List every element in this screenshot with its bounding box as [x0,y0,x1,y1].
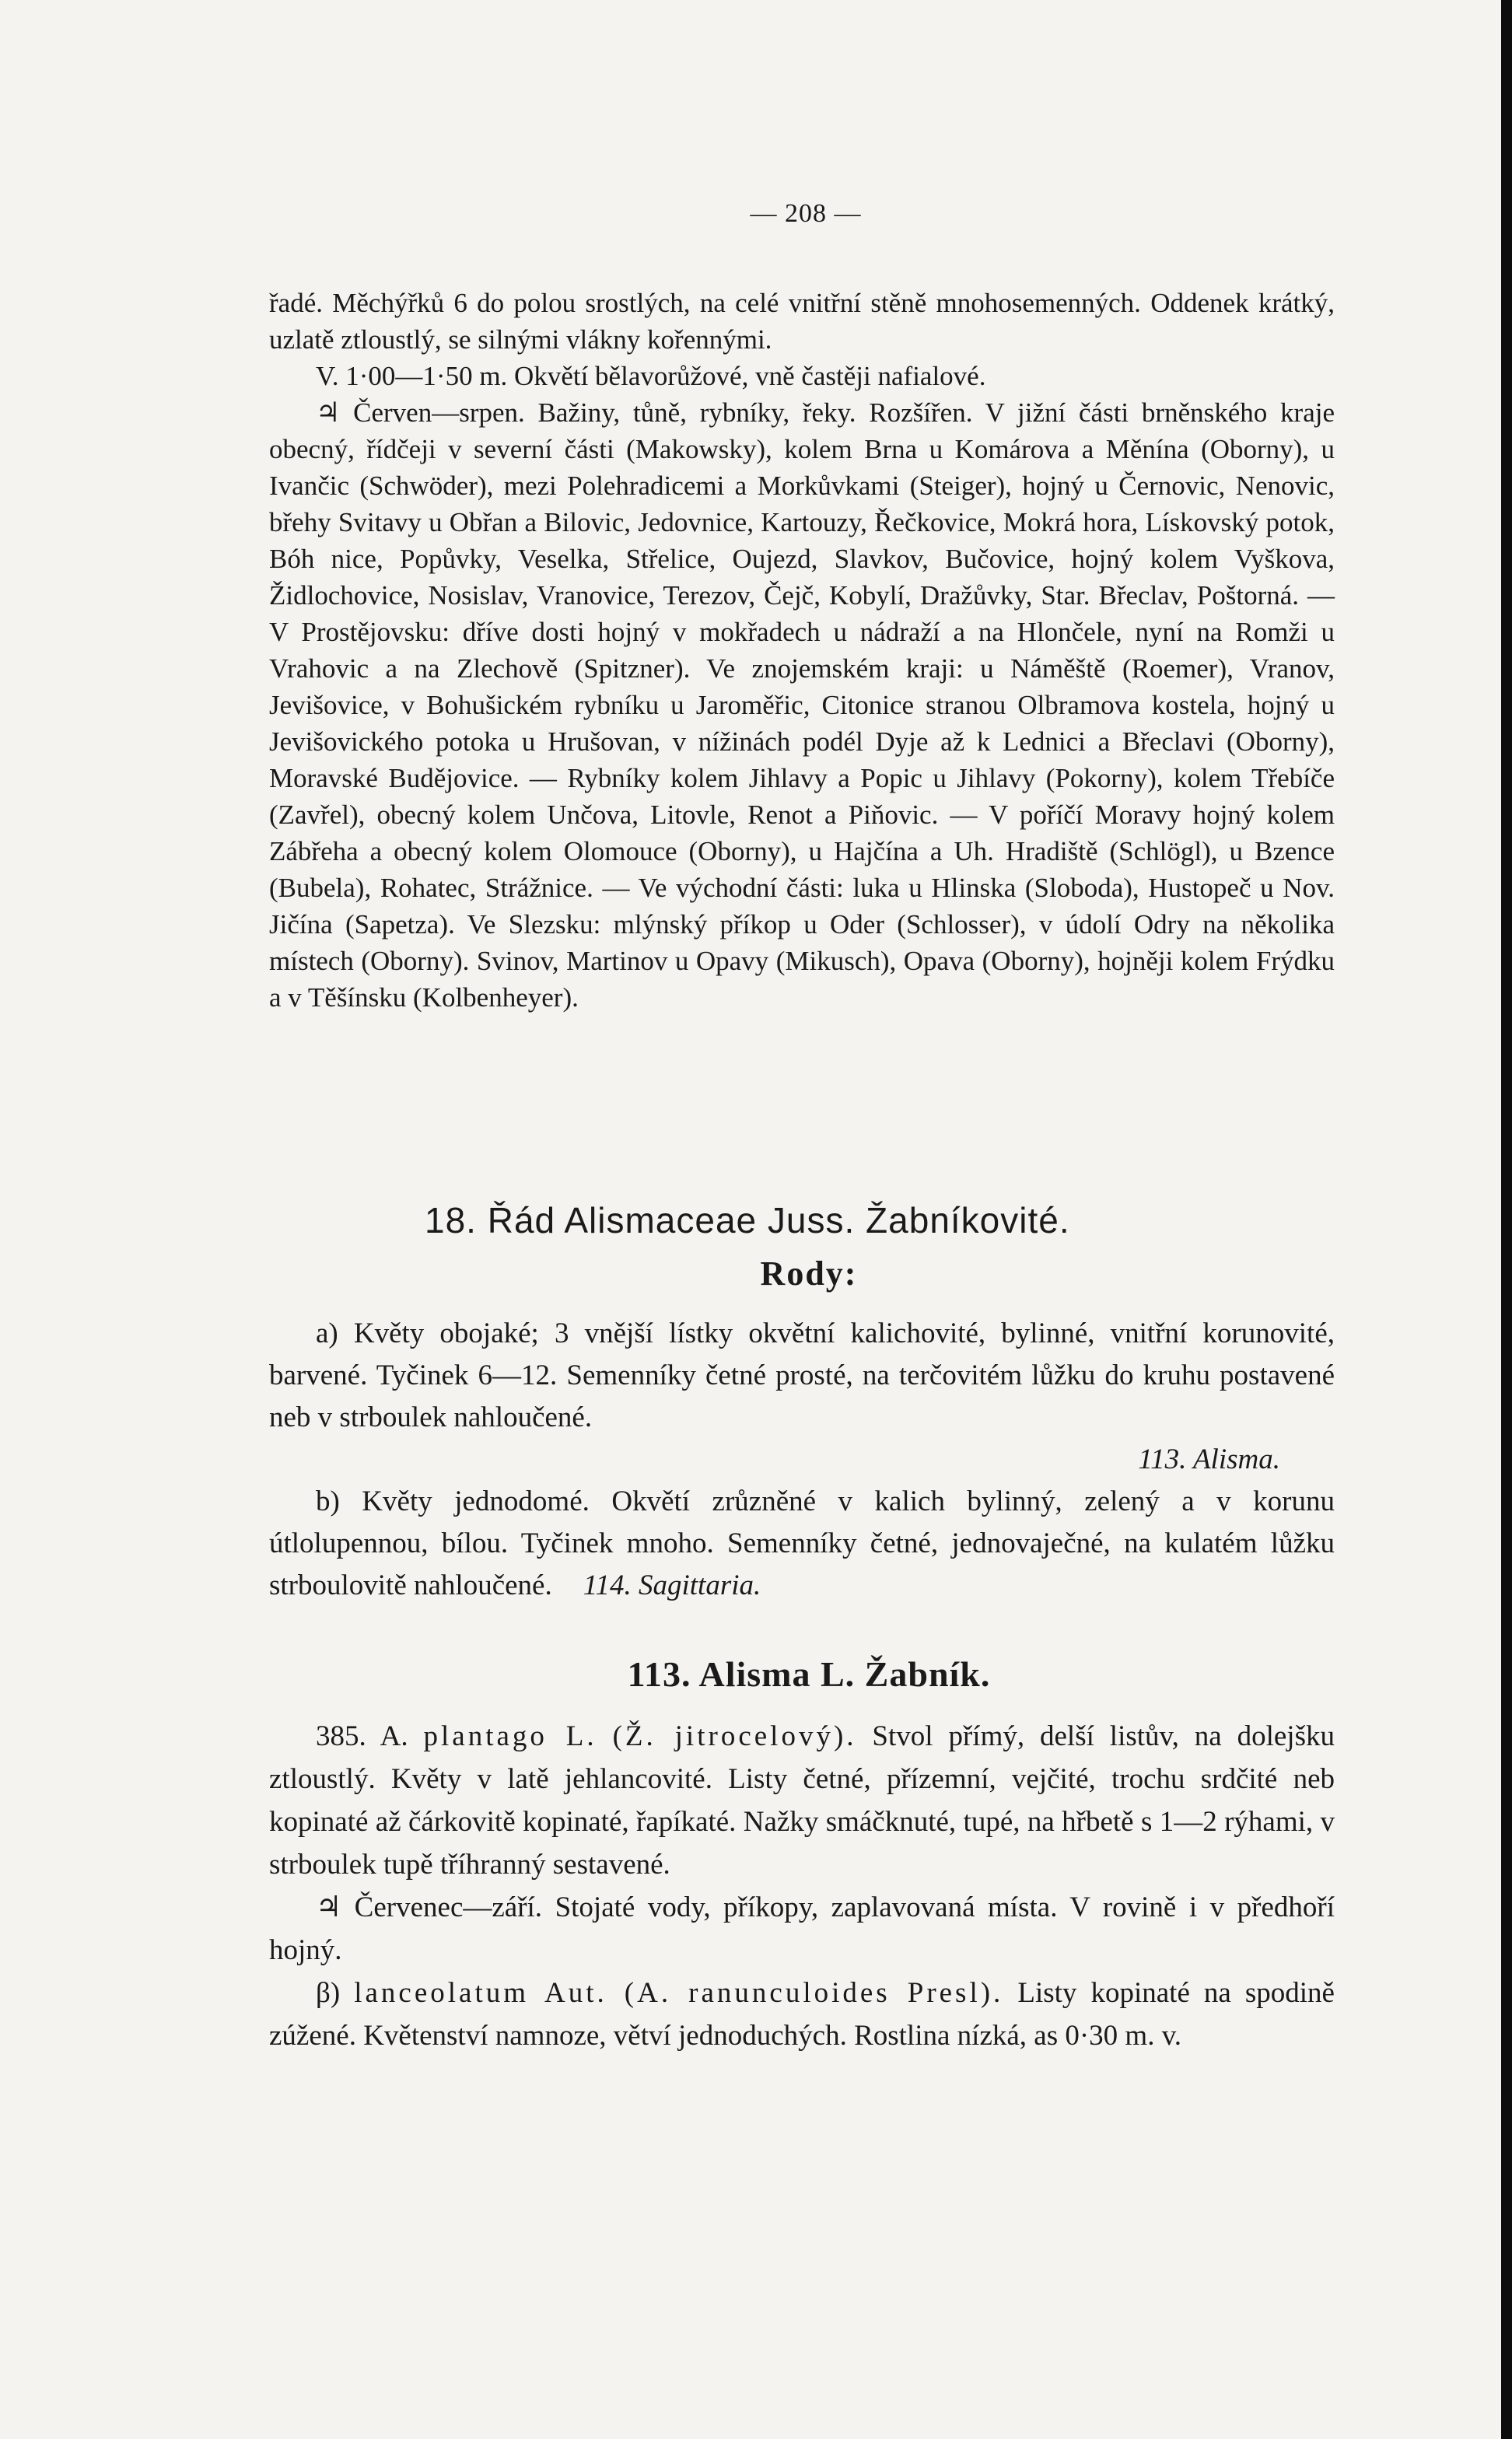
page-number: — 208 — [750,199,862,228]
key-entry-b-ref: 114. Sagittaria. [583,1569,761,1601]
scan-edge [1501,0,1512,2439]
paragraph-height: V. 1·00—1·50 m. Okvětí bělavorůžové, vně častěji nafialové. [316,361,986,391]
variety-name: lanceolatum Aut. (A. ranunculoides Presl). [354,1977,1004,2009]
variety-marker: β) [316,1977,341,2009]
species-czech-name: (Ž. jitrocelový). [612,1720,857,1752]
order-heading: 18. Řád Alismaceae Juss. Žabníkovité. [425,1200,1070,1240]
variety-text: Listy kopinaté na spodině zúžené. Květenství namnoze, větví jednoduchých. Rostlina nízká, as 0·30 m. v. [269,1977,1335,2052]
species-text-block [269,1715,1335,2057]
species-number: 385. A. [316,1720,408,1752]
key-entry-b-text: b) Květy jednodomé. Okvětí zrůzněné v kalich bylinný, zelený a v korunu útlolupennou, bílou. Tyčinek mnoho. Semenníky četné, jednovaječné, na kulatém lůžku strboulovitě nahloučené. [269,1485,1335,1601]
key-entry-a: a) Květy obojaké; 3 vnější lístky okvětní kalichovité, bylinné, vnitřní korunovité, barvené. Tyčinek 6—12. Semenníky četné prosté, na terčovitém lůžku do kruhu postavené neb v strboulek nahloučené. [269,1317,1335,1433]
distribution-text-block [269,285,1335,1016]
paragraph-description-end: řadé. Měchýřků 6 do polou srostlých, na celé vnitřní stěně mnohosemenných. Oddenek krátký, uzlatě ztloustlý, se silnými vlákny kořennými. [269,288,1335,355]
variety-entry [269,1972,1335,2057]
paragraph-distribution: ♃ Červen—srpen. Bažiny, tůně, rybníky, řeky. Rozšířen. V jižní části brněnského kraje obecný, řídčeji v severní části (Makowsky), kolem Brna u Komárova a Měnína (Oborny), u Ivančic (Schwöder), mezi Polehradicemi a Morkůvkami (Steiger), hojný u Černovic, Nenovic, břehy Svitavy u Obřan a Bilovic, Jedovnice, Kartouzy, Řečkovice, Mokrá hora, Lískovský potok, Bóh nice, Popůvky, Veselka, Střelice, Oujezd, Slavkov, Bučovice, hojný kolem Vyškova, Židlochovice, Nosislav, Vranovice, Terezov, Čejč, Kobylí, Dražůvky, Star. Břeclav, Poštorná. — V Prostějovsku: dříve dosti hojný v mokřadech u nádraží a na Hlončele, nyní na Romži u Vrahovic a na Zlechově (Spitzner). Ve znojemském kraji: u Náměště (Roemer), Vranov, Jevišovice, v Bohušickém rybníku u Jaroměřic, Citonice stranou Olbramova kostela, hojný u Jevišovického potoka u Hrušovan, v nížinách podél Dyje až k Lednici a Břeclavi (Oborny), Moravské Budějovice. — Rybníky kolem Jihlavy a Popic u Jihlavy (Pokorny), kolem Třebíče (Zavřel), obecný kolem Unčova, Litovle, Renot a Piňovic. — V poříčí Moravy hojný kolem Zábřeha a obecný kolem Olomouce (Oborny), u Hajčína a Uh. Hradiště (Schlögl), u Bzence (Bubela), Rohatec, Strážnice. — Ve východní části: luka u Hlinska (Sloboda), Hustopeč u Nov. Jičína (Sapetza). Ve Slezsku: mlýnský příkop u Oder (Schlosser), v údolí Odry na několika místech (Oborny). Svinov, Martinov u Opavy (Mikusch), Opava (Oborny), hojněji kolem Frýdku a v Těšínsku (Kolbenheyer). [269,397,1335,1013]
genus-heading: 113. Alisma L. Žabník. [627,1654,991,1694]
genera-key [269,1313,1335,1607]
species-description: Stvol přímý, delší listův, na dolejšku ztloustlý. Květy v latě jehlancovité. Listy četné, přízemní, vejčité, trochu srdčité neb kopinaté až čárkovitě kopinaté, řapíkaté. Nažky smáčknuté, tupé, na hřbetě s 1—2 rýhami, v strboulek tupě tříhranný sestavené. [269,1720,1335,1881]
key-entry-b [269,1481,1335,1607]
species-name: plantago L. [423,1720,597,1752]
species-phenology: ♃ Červenec—září. Stojaté vody, příkopy, zaplavovaná místa. V rovině i v předhoří hojný. [269,1891,1335,1966]
genera-heading: Rody: [760,1254,858,1293]
key-entry-a-ref: 113. Alisma. [1138,1443,1280,1475]
species-entry [269,1715,1335,1886]
